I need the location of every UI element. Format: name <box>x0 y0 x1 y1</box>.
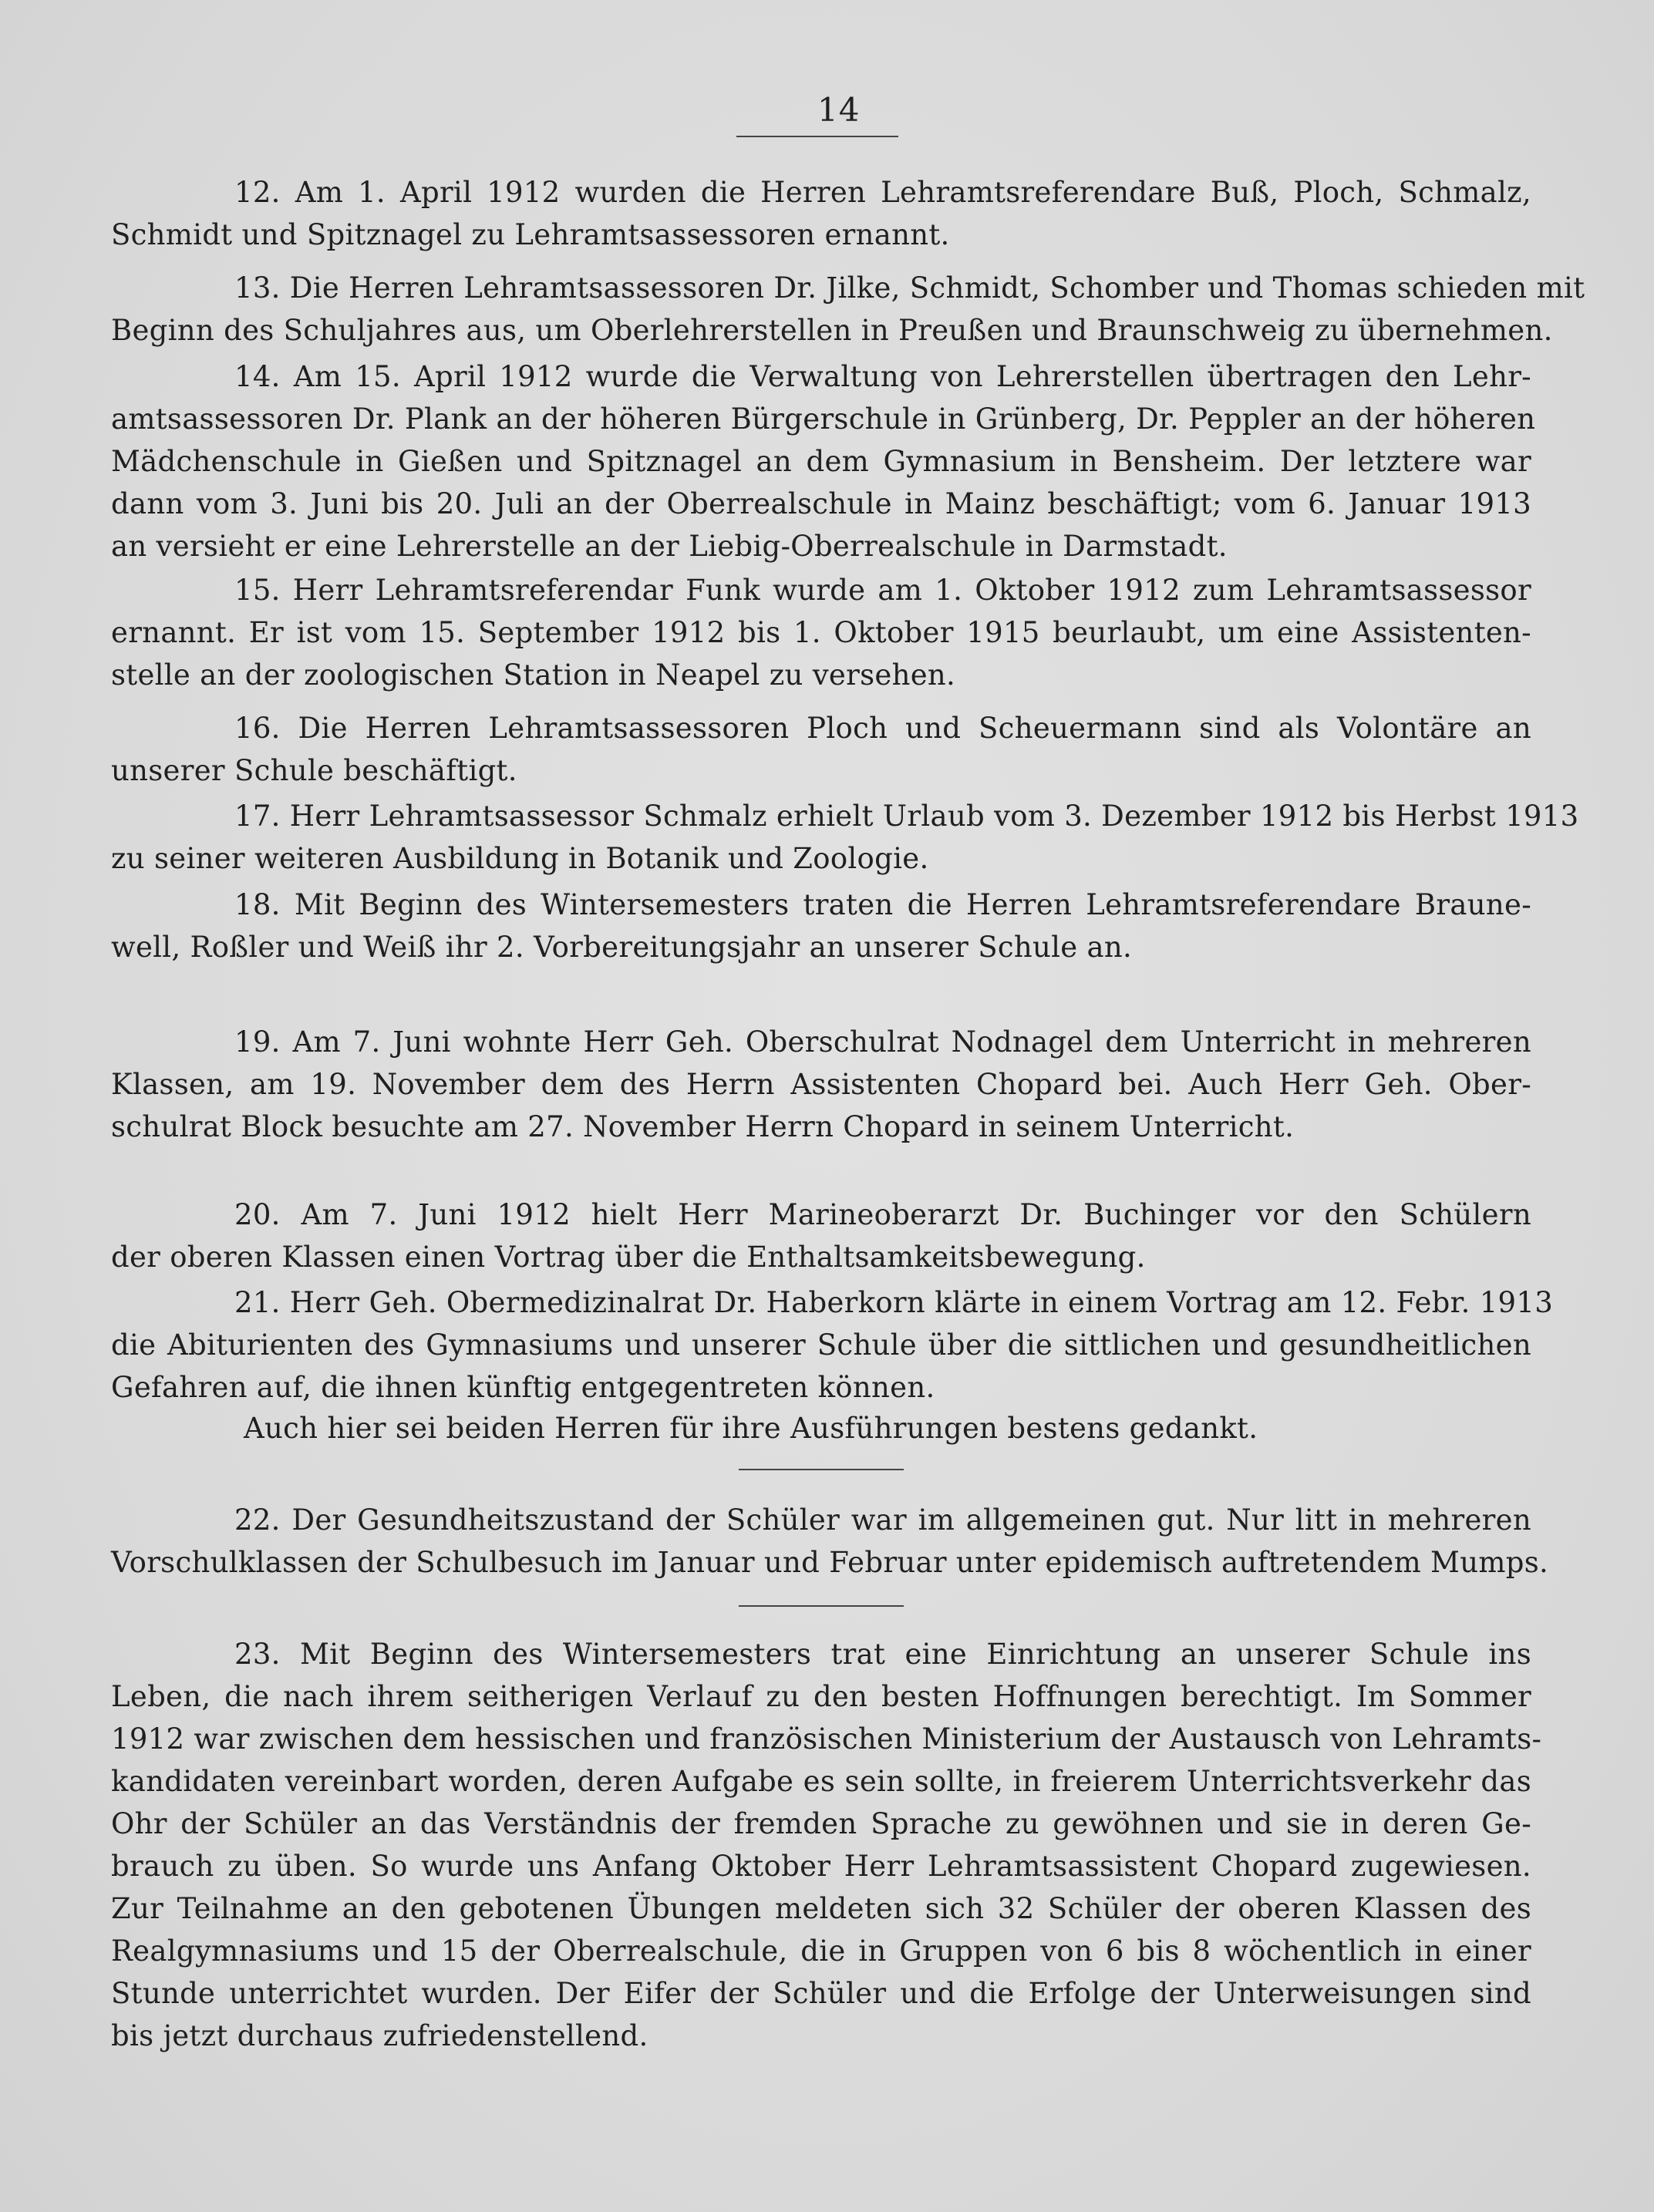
text-line: kandidaten vereinbart worden, deren Aufgabe es sein sollte, in freierem Unterrichtsverkehr das <box>111 1765 1531 1798</box>
text-line: Mädchenschule in Gießen und Spitznagel an dem Gymnasium in Bensheim. Der letztere war <box>111 445 1531 478</box>
text-line: 23. Mit Beginn des Wintersemesters trat eine Einrichtung an unserer Schule ins <box>234 1638 1531 1671</box>
text-line: 17. Herr Lehramtsassessor Schmalz erhielt Urlaub vom 3. Dezember 1912 bis Herbst 1913 <box>234 800 1579 833</box>
text-line: Auch hier sei beiden Herren für ihre Ausführungen bestens gedankt. <box>244 1412 1258 1445</box>
paragraph-12 <box>111 171 1531 256</box>
text-line: Beginn des Schuljahres aus, um Oberlehrerstellen in Preußen und Braunschweig zu übernehmen. <box>111 314 1553 347</box>
text-line: Schmidt und Spitznagel zu Lehramtsassessoren ernannt. <box>111 218 950 251</box>
text-line: die Abiturienten des Gymnasiums und unserer Schule über die sittlichen und gesundheitlichen <box>111 1328 1531 1362</box>
text-line: 20. Am 7. Juni 1912 hielt Herr Marineoberarzt Dr. Buchinger vor den Schülern <box>234 1198 1531 1231</box>
paragraph-16 <box>111 707 1531 792</box>
text-line: an versieht er eine Lehrerstelle an der Liebig-Oberrealschule in Darmstadt. <box>111 530 1228 563</box>
text-line: 21. Herr Geh. Obermedizinalrat Dr. Haberkorn klärte in einem Vortrag am 12. Febr. 1913 <box>234 1286 1554 1319</box>
paragraph-15 <box>111 569 1531 696</box>
text-line: 19. Am 7. Juni wohnte Herr Geh. Oberschulrat Nodnagel dem Unterricht in mehreren <box>234 1025 1531 1059</box>
text-line: 13. Die Herren Lehramtsassessoren Dr. Jilke, Schmidt, Schomber und Thomas schieden mit <box>234 271 1585 305</box>
text-line: ernannt. Er ist vom 15. September 1912 bis 1. Oktober 1915 beurlaubt, um eine Assistenten- <box>111 616 1531 649</box>
text-line: Realgymnasiums und 15 der Oberrealschule, die in Gruppen von 6 bis 8 wöchentlich in einer <box>111 1934 1531 1968</box>
text-line: stelle an der zoologischen Station in Neapel zu versehen. <box>111 658 956 692</box>
text-line: Gefahren auf, die ihnen künftig entgegentreten können. <box>111 1371 935 1404</box>
paragraph-23 <box>111 1633 1542 2057</box>
text-line: zu seiner weiteren Ausbildung in Botanik und Zoologie. <box>111 842 929 875</box>
text-line: 15. Herr Lehramtsreferendar Funk wurde am 1. Oktober 1912 zum Lehramtsassessor <box>234 574 1531 607</box>
text-line: unserer Schule beschäftigt. <box>111 754 517 787</box>
header-rule <box>736 136 898 137</box>
paragraph-22 <box>111 1499 1549 1584</box>
paragraph-17 <box>111 795 1579 880</box>
paragraph-13 <box>111 267 1585 352</box>
paragraph-14 <box>111 355 1536 567</box>
text-line: well, Roßler und Weiß ihr 2. Vorbereitungsjahr an unserer Schule an. <box>111 931 1133 964</box>
text-line: Klassen, am 19. November dem des Herrn Assistenten Chopard bei. Auch Herr Geh. Ober- <box>111 1068 1531 1101</box>
text-line: Vorschulklassen der Schulbesuch im Januar und Februar unter epidemisch auftretendem Mumps. <box>111 1546 1549 1579</box>
text-line: der oberen Klassen einen Vortrag über die Enthaltsamkeitsbewegung. <box>111 1241 1146 1274</box>
text-line: 16. Die Herren Lehramtsassessoren Ploch und Scheuermann sind als Volontäre an <box>234 712 1531 745</box>
text-line: 22. Der Gesundheitszustand der Schüler war im allgemeinen gut. Nur litt in mehreren <box>234 1503 1531 1537</box>
text-line: Zur Teilnahme an den gebotenen Übungen meldeten sich 32 Schüler der oberen Klassen des <box>111 1892 1531 1925</box>
paragraph-21 <box>111 1281 1554 1409</box>
section-rule <box>739 1605 904 1607</box>
text-line: dann vom 3. Juni bis 20. Juli an der Oberrealschule in Mainz beschäftigt; vom 6. Januar 1913 <box>111 487 1531 520</box>
text-line: Ohr der Schüler an das Verständnis der fremden Sprache zu gewöhnen und sie in deren Ge- <box>111 1807 1531 1840</box>
text-line: Leben, die nach ihrem seitherigen Verlauf zu den besten Hoffnungen berechtigt. Im Sommer <box>111 1680 1531 1713</box>
text-line: 12. Am 1. April 1912 wurden die Herren Lehramtsreferendare Buß, Ploch, Schmalz, <box>234 176 1531 209</box>
paragraph-20 <box>111 1194 1531 1278</box>
text-line: 18. Mit Beginn des Wintersemesters traten die Herren Lehramtsreferendare Braune- <box>234 888 1531 921</box>
paragraph-19 <box>111 1021 1531 1148</box>
text-line: amtsassessoren Dr. Plank an der höheren Bürgerschule in Grünberg, Dr. Peppler an der höheren <box>111 402 1536 436</box>
page-number: 14 <box>817 91 861 129</box>
section-rule <box>739 1469 904 1470</box>
text-line: 1912 war zwischen dem hessischen und französischen Ministerium der Austausch von Lehramts- <box>111 1722 1542 1756</box>
paragraph-21-closing <box>111 1407 1531 1449</box>
paragraph-18 <box>111 884 1531 968</box>
text-line: schulrat Block besuchte am 27. November Herrn Chopard in seinem Unterricht. <box>111 1110 1295 1143</box>
text-line: bis jetzt durchaus zufriedenstellend. <box>111 2019 648 2052</box>
text-line: brauch zu üben. So wurde uns Anfang Oktober Herr Lehramtsassistent Chopard zugewiesen. <box>111 1850 1531 1883</box>
text-line: Stunde unterrichtet wurden. Der Eifer der Schüler und die Erfolge der Unterweisungen sind <box>111 1977 1531 2010</box>
text-line: 14. Am 15. April 1912 wurde die Verwaltung von Lehrerstellen übertragen den Lehr- <box>234 360 1531 393</box>
